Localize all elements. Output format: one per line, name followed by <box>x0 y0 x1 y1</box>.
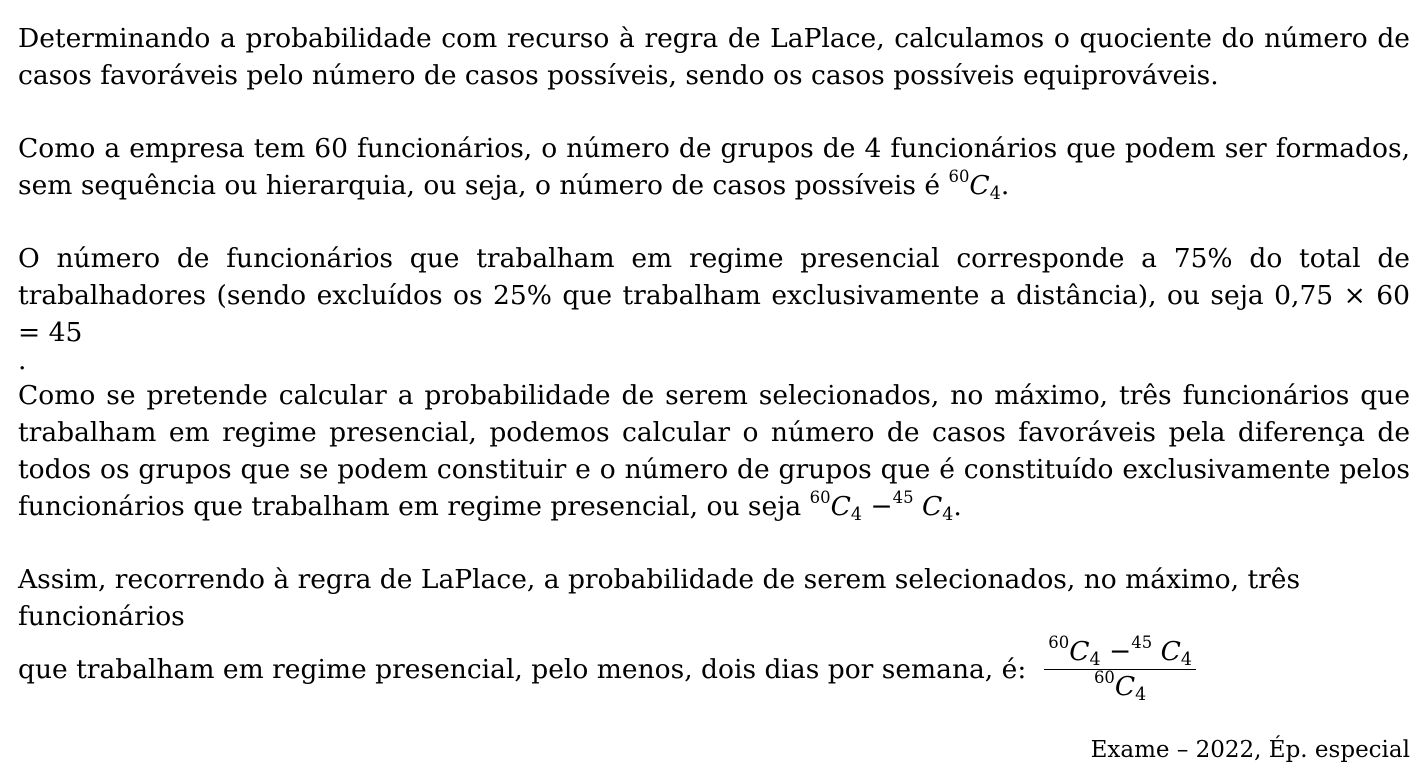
presencial-count-text: O número de funcionários que trabalham em regime presencial corresponde a 75% do total de trabalhadores (sendo excluídos os 25% que trabalham exclusivamente a distância), ou seja 0,75 × 60 = 45 <box>18 243 1410 348</box>
sentence-end: . <box>953 491 962 522</box>
conclusion-text: que trabalham em regime presencial, pelo menos, dois dias por semana, é: <box>18 654 1027 685</box>
stray-period: . <box>18 345 27 376</box>
paragraph-presencial-count <box>18 240 1410 351</box>
minus-sign: − <box>870 491 893 522</box>
combination-symbol: C <box>969 170 990 201</box>
combination-symbol: C <box>830 491 851 522</box>
paragraph-gap <box>18 204 1410 240</box>
paragraph-conclusion-line1: Assim, recorrendo à regra de LaPlace, a probabilidade de serem selecionados, no máximo, três funcionários <box>18 564 1301 632</box>
combination-symbol: C <box>1160 636 1181 667</box>
sentence-end: . <box>1000 170 1010 201</box>
paragraph-gap <box>18 94 1410 130</box>
combination-60-c-4 <box>948 167 1010 204</box>
combination-k: 4 <box>942 504 954 525</box>
paragraph-conclusion-line2 <box>18 635 1410 704</box>
combination-symbol: C <box>921 491 943 522</box>
combination-n: 60 <box>948 167 970 187</box>
combination-k: 4 <box>1135 684 1147 705</box>
paragraph-laplace-intro: Determinando a probabilidade com recurso à regra de LaPlace, calculamos o quociente do número de casos favoráveis pelo número de casos possíveis, sendo os casos possíveis equiprováveis. <box>18 23 1410 91</box>
combination-n: 60 <box>1093 668 1115 688</box>
combination-symbol: C <box>1114 671 1136 702</box>
combination-n: 45 <box>892 488 914 508</box>
combination-n: 45 <box>1131 633 1153 653</box>
exam-source: Exame – 2022, Ép. especial <box>1090 737 1410 763</box>
combination-n: 60 <box>1048 633 1070 653</box>
combination-n: 60 <box>809 488 831 508</box>
fraction-denominator <box>1090 670 1150 704</box>
favorable-cases-text: Como se pretende calcular a probabilidade de serem selecionados, no máximo, três funcionários que trabalham em regime presencial, podemos calcular o número de casos favoráveis pela diferença de todos os grupos que se podem constituir e o número de grupos que é constituído exclusivamente pelos funcionários que trabalham em regime presencial, ou seja <box>18 380 1410 522</box>
probability-fraction <box>1044 635 1196 704</box>
paragraph-possible-cases <box>18 130 1410 204</box>
combination-k: 4 <box>1089 649 1101 670</box>
combination-k: 4 <box>1180 649 1192 670</box>
minus-sign: − <box>1109 636 1132 667</box>
paragraph-gap <box>18 525 1410 561</box>
combination-k: 4 <box>850 504 862 525</box>
fraction-numerator <box>1044 635 1196 670</box>
combination-difference <box>809 488 962 525</box>
combination-symbol: C <box>1069 636 1090 667</box>
paragraph-favorable-cases <box>18 377 1410 525</box>
possible-cases-text: Como a empresa tem 60 funcionários, o número de grupos de 4 funcionários que podem ser formados, sem sequência ou hierarquia, ou seja, o número de casos possíveis é <box>18 133 1410 201</box>
combination-k: 4 <box>989 183 1001 204</box>
